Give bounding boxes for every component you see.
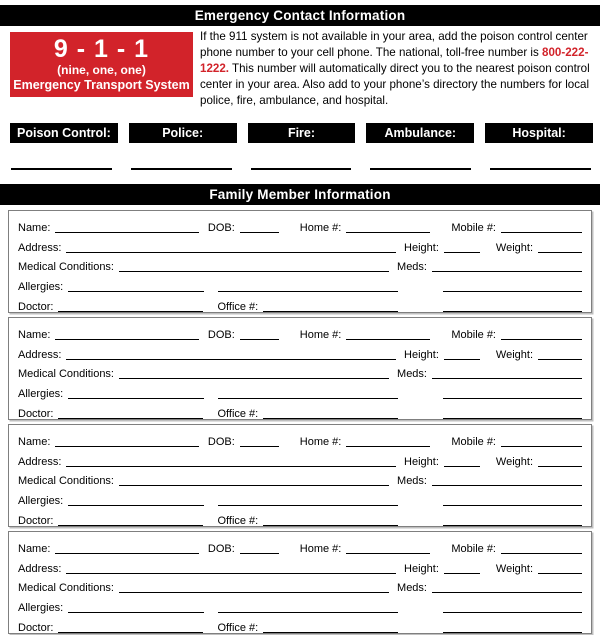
weight-label: Weight: <box>495 455 533 468</box>
call-911-caption: Emergency Transport System <box>13 78 190 92</box>
doctor-label: Doctor: <box>18 621 54 634</box>
contact-label-fire: Fire: <box>248 123 356 143</box>
office-phone-blank-line <box>263 632 398 633</box>
height-blank-line <box>444 252 480 253</box>
name-label: Name: <box>18 543 51 556</box>
meds-blank-line-2 <box>443 291 582 292</box>
member-card-row-5 <box>18 401 582 421</box>
home-phone-label: Home #: <box>299 543 342 556</box>
doctor-blank-line <box>58 525 203 526</box>
name-blank-line <box>55 446 198 447</box>
member-card-row-3 <box>18 576 582 596</box>
weight-label: Weight: <box>495 562 533 575</box>
address-label: Address: <box>18 455 62 468</box>
meds-blank-line <box>432 592 582 593</box>
allergies-label: Allergies: <box>18 601 64 614</box>
member-card-row-5 <box>18 508 582 528</box>
height-label: Height: <box>404 348 439 361</box>
dob-label: DOB: <box>207 222 235 235</box>
dob-blank-line <box>240 339 279 340</box>
name-label: Name: <box>18 329 51 342</box>
intro-text-after: This number will automatically direct you to the nearest poison control center in your area. Also add to your phone’s directory the numbers for local police, fire, ambulance, and hospital. <box>200 61 590 107</box>
name-blank-line <box>55 553 198 554</box>
dob-label: DOB: <box>207 436 235 449</box>
meds-blank-line-3 <box>443 632 582 633</box>
police-blank-line <box>131 168 232 170</box>
doctor-blank-line <box>58 418 203 419</box>
dob-blank-line <box>240 446 279 447</box>
hospital-blank-line <box>490 168 591 170</box>
call-911-box <box>10 32 193 97</box>
mobile-phone-label: Mobile #: <box>451 329 496 342</box>
meds-blank-line-3 <box>443 525 582 526</box>
weight-label: Weight: <box>495 348 533 361</box>
height-label: Height: <box>404 241 439 254</box>
home-phone-label: Home #: <box>299 222 342 235</box>
office-phone-blank-line <box>263 525 398 526</box>
dob-label: DOB: <box>207 329 235 342</box>
member-card-row-5 <box>18 294 582 314</box>
family-cards <box>8 210 592 634</box>
member-card-row-3 <box>18 362 582 382</box>
poison-control-phone-number: 800-222-1222. <box>200 45 589 75</box>
contact-label-police: Police: <box>129 123 237 143</box>
meds-blank-line-3 <box>443 418 582 419</box>
member-card <box>8 317 592 420</box>
weight-blank-line <box>538 573 582 574</box>
meds-label: Meds: <box>397 261 427 274</box>
contact-labels-row <box>10 123 593 143</box>
member-card-row-2 <box>18 342 582 362</box>
member-card-row-2 <box>18 449 582 469</box>
allergies-label: Allergies: <box>18 387 64 400</box>
member-card-row-4 <box>18 595 582 615</box>
home-phone-blank-line <box>346 339 430 340</box>
contact-label-hospital: Hospital: <box>485 123 593 143</box>
meds-label: Meds: <box>397 475 427 488</box>
call-911-number: 9 - 1 - 1 <box>53 35 150 63</box>
office-phone-blank-line <box>263 311 398 312</box>
height-blank-line <box>444 359 480 360</box>
mobile-phone-label: Mobile #: <box>451 222 496 235</box>
member-card-row-5 <box>18 615 582 635</box>
top-section <box>10 32 593 109</box>
allergies-blank-line-2 <box>218 505 398 506</box>
home-phone-label: Home #: <box>299 329 342 342</box>
allergies-label: Allergies: <box>18 494 64 507</box>
doctor-label: Doctor: <box>18 514 54 527</box>
mobile-phone-blank-line <box>501 232 582 233</box>
meds-blank-line-2 <box>443 612 582 613</box>
member-card-row-3 <box>18 255 582 275</box>
meds-blank-line <box>432 271 582 272</box>
medical-conditions-label: Medical Conditions: <box>18 582 114 595</box>
mobile-phone-blank-line <box>501 339 582 340</box>
allergies-blank-line <box>68 505 204 506</box>
height-label: Height: <box>404 455 439 468</box>
member-card-row-3 <box>18 469 582 489</box>
member-card-row-2 <box>18 235 582 255</box>
contact-blank-lines-row <box>11 143 591 170</box>
weight-blank-line <box>538 359 582 360</box>
name-label: Name: <box>18 222 51 235</box>
mobile-phone-blank-line <box>501 446 582 447</box>
meds-blank-line-2 <box>443 505 582 506</box>
dob-blank-line <box>240 553 279 554</box>
poison-control-blank-line <box>11 168 112 170</box>
family-section-title: Family Member Information <box>209 186 391 202</box>
height-label: Height: <box>404 562 439 575</box>
member-card <box>8 210 592 313</box>
address-blank-line <box>66 573 396 574</box>
member-card-row-1 <box>18 216 582 236</box>
office-phone-label: Office #: <box>217 407 259 420</box>
member-card <box>8 531 592 634</box>
member-card-row-1 <box>18 323 582 343</box>
call-911-subtitle: (nine, one, one) <box>57 63 146 77</box>
medical-conditions-label: Medical Conditions: <box>18 475 114 488</box>
meds-blank-line-3 <box>443 311 582 312</box>
member-card-row-4 <box>18 488 582 508</box>
mobile-phone-label: Mobile #: <box>451 543 496 556</box>
member-card-row-2 <box>18 556 582 576</box>
fire-blank-line <box>251 168 352 170</box>
dob-label: DOB: <box>207 543 235 556</box>
height-blank-line <box>444 573 480 574</box>
allergies-label: Allergies: <box>18 280 64 293</box>
dob-blank-line <box>240 232 279 233</box>
home-phone-label: Home #: <box>299 436 342 449</box>
allergies-blank-line-2 <box>218 398 398 399</box>
mobile-phone-blank-line <box>501 553 582 554</box>
weight-label: Weight: <box>495 241 533 254</box>
meds-label: Meds: <box>397 368 427 381</box>
member-card-row-4 <box>18 381 582 401</box>
emergency-header-title: Emergency Contact Information <box>194 8 406 23</box>
allergies-blank-line <box>68 398 204 399</box>
address-label: Address: <box>18 348 62 361</box>
family-section-bar <box>0 184 600 205</box>
address-blank-line <box>66 252 396 253</box>
meds-label: Meds: <box>397 582 427 595</box>
allergies-blank-line-2 <box>218 291 398 292</box>
office-phone-label: Office #: <box>217 514 259 527</box>
mobile-phone-label: Mobile #: <box>451 436 496 449</box>
allergies-blank-line-2 <box>218 612 398 613</box>
medical-conditions-label: Medical Conditions: <box>18 261 114 274</box>
doctor-blank-line <box>58 311 203 312</box>
meds-blank-line <box>432 378 582 379</box>
meds-blank-line-2 <box>443 398 582 399</box>
contact-label-poison-control: Poison Control: <box>10 123 118 143</box>
doctor-label: Doctor: <box>18 300 54 313</box>
medical-conditions-blank-line <box>119 592 389 593</box>
intro-text-before: If the 911 system is not available in your area, add the poison control center phone number to your cell phone. The national, toll-free number is <box>200 30 588 59</box>
address-blank-line <box>66 359 396 360</box>
height-blank-line <box>444 466 480 467</box>
allergies-blank-line <box>68 291 204 292</box>
office-phone-blank-line <box>263 418 398 419</box>
home-phone-blank-line <box>346 553 430 554</box>
meds-blank-line <box>432 485 582 486</box>
home-phone-blank-line <box>346 232 430 233</box>
office-phone-label: Office #: <box>217 300 259 313</box>
member-card-row-1 <box>18 430 582 450</box>
member-card-row-4 <box>18 274 582 294</box>
name-blank-line <box>55 339 198 340</box>
allergies-blank-line <box>68 612 204 613</box>
medical-conditions-blank-line <box>119 485 389 486</box>
name-label: Name: <box>18 436 51 449</box>
address-blank-line <box>66 466 396 467</box>
office-phone-label: Office #: <box>217 621 259 634</box>
medical-conditions-label: Medical Conditions: <box>18 368 114 381</box>
doctor-label: Doctor: <box>18 407 54 420</box>
emergency-header-bar <box>0 5 600 26</box>
member-card-row-1 <box>18 537 582 557</box>
weight-blank-line <box>538 252 582 253</box>
weight-blank-line <box>538 466 582 467</box>
medical-conditions-blank-line <box>119 271 389 272</box>
doctor-blank-line <box>58 632 203 633</box>
ambulance-blank-line <box>370 168 471 170</box>
name-blank-line <box>55 232 198 233</box>
address-label: Address: <box>18 562 62 575</box>
home-phone-blank-line <box>346 446 430 447</box>
poison-control-intro <box>200 29 593 109</box>
medical-conditions-blank-line <box>119 378 389 379</box>
contact-label-ambulance: Ambulance: <box>366 123 474 143</box>
address-label: Address: <box>18 241 62 254</box>
member-card <box>8 424 592 527</box>
